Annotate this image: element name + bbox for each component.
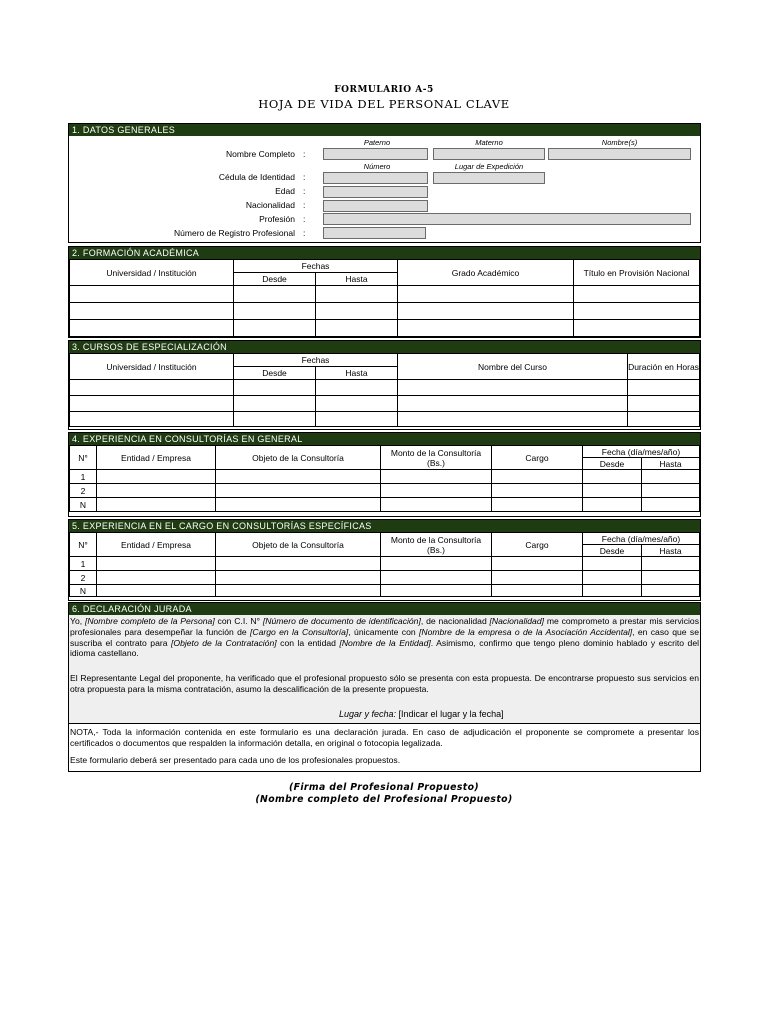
cell[interactable]: [583, 470, 642, 484]
cell[interactable]: [316, 303, 398, 320]
cell[interactable]: [642, 470, 700, 484]
col-hasta: Hasta: [316, 367, 398, 380]
cell[interactable]: [70, 380, 234, 396]
input-edad[interactable]: [323, 186, 428, 198]
text: , de nacionalidad: [420, 616, 490, 626]
cell[interactable]: [583, 585, 642, 597]
cell[interactable]: [316, 380, 398, 396]
col-hasta: Hasta: [316, 273, 398, 286]
row-number: 1: [70, 470, 97, 484]
placeholder-entidad: [Nombre de la Entidad]: [339, 637, 431, 648]
cell[interactable]: [492, 498, 583, 512]
text: me comprometo a prestar mis servicios profesionales para desempeñar la función de: [70, 616, 699, 637]
page-title: HOJA DE VIDA DEL PERSONAL CLAVE: [258, 97, 510, 111]
cell[interactable]: [381, 498, 492, 512]
input-lugar-expedicion[interactable]: [433, 172, 545, 184]
label-registro-profesional: Número de Registro Profesional: [174, 228, 295, 238]
cell[interactable]: [583, 484, 642, 498]
placeholder-cargo: [Cargo en la Consultoría]: [249, 626, 349, 637]
colon: :: [303, 172, 306, 182]
col-n: N°: [70, 533, 97, 557]
cell[interactable]: [628, 380, 700, 396]
section-title: 1. DATOS GENERALES: [69, 124, 700, 136]
section-experiencia-general: [68, 432, 701, 517]
input-nombres[interactable]: [548, 148, 691, 160]
table-row: [70, 470, 700, 484]
cell[interactable]: [216, 585, 381, 597]
colon: :: [303, 149, 306, 159]
placeholder-objeto: [Objeto de la Contratación]: [171, 637, 277, 648]
col-fechas: Fechas: [234, 260, 398, 273]
cell[interactable]: [70, 303, 234, 320]
cell[interactable]: [70, 412, 234, 427]
cell[interactable]: [398, 412, 628, 427]
cell[interactable]: [398, 380, 628, 396]
cell[interactable]: [97, 484, 216, 498]
cell[interactable]: [492, 557, 583, 571]
cell[interactable]: [316, 396, 398, 412]
cell[interactable]: [316, 412, 398, 427]
col-hasta: Hasta: [642, 458, 700, 470]
experiencia-general-table: [69, 445, 700, 512]
cell[interactable]: [583, 557, 642, 571]
row-number: 1: [70, 557, 97, 571]
col-desde: Desde: [234, 367, 316, 380]
cell[interactable]: [628, 412, 700, 427]
cell[interactable]: [628, 396, 700, 412]
cursos-table: [69, 353, 700, 427]
cell[interactable]: [398, 286, 574, 303]
section-formacion-academica: [68, 246, 701, 338]
cell[interactable]: [216, 557, 381, 571]
nota-text-2: Este formulario deberá ser presentado para cada uno de los profesionales propuestos.: [70, 755, 401, 765]
cell[interactable]: [216, 571, 381, 585]
table-row: [70, 484, 700, 498]
cell[interactable]: [234, 380, 316, 396]
input-cedula-numero[interactable]: [323, 172, 428, 184]
cell[interactable]: [97, 585, 216, 597]
label-cedula: Cédula de Identidad: [218, 172, 295, 182]
cell[interactable]: [216, 484, 381, 498]
cell[interactable]: [97, 571, 216, 585]
cell[interactable]: [234, 303, 316, 320]
table-row: [70, 320, 700, 337]
cell[interactable]: [574, 286, 700, 303]
col-grado-academico: Grado Académico: [398, 260, 574, 286]
input-profesion[interactable]: [323, 213, 691, 225]
label-profesion: Profesión: [259, 214, 295, 224]
cell[interactable]: [381, 470, 492, 484]
colon: :: [303, 200, 306, 210]
col-fecha: Fecha (día/mes/año): [583, 533, 700, 545]
placeholder-empresa: [Nombre de la empresa o de la Asociación Accidental]: [418, 626, 633, 637]
cell[interactable]: [216, 470, 381, 484]
col-cargo: Cargo: [492, 533, 583, 557]
cell[interactable]: [583, 498, 642, 512]
col-objeto: Objeto de la Consultoría: [216, 446, 381, 470]
cell[interactable]: [642, 498, 700, 512]
label-nacionalidad: Nacionalidad: [245, 200, 295, 210]
cell[interactable]: [574, 303, 700, 320]
cell[interactable]: [642, 484, 700, 498]
experiencia-especifica-table: [69, 532, 700, 597]
col-hasta: Hasta: [642, 545, 700, 557]
col-n: N°: [70, 446, 97, 470]
declaration-paragraph-2: El Representante Legal del proponente, ha verificado que el profesional propuesto sólo se presenta con esta propuesta. De encontrarse propuesto sus servicios en otra propuesta para la misma contratación, asumo la descalificación de la presente propuesta.: [70, 673, 699, 694]
signature-name-line: (Nombre completo del Profesional Propuesto): [255, 794, 513, 805]
sub-label-numero: Número: [363, 162, 391, 171]
cell[interactable]: [492, 585, 583, 597]
label-nombre-completo: Nombre Completo: [226, 149, 295, 159]
input-nacionalidad[interactable]: [323, 200, 428, 212]
section-title: 5. EXPERIENCIA EN EL CARGO EN CONSULTORÍAS ESPECÍFICAS: [69, 520, 700, 532]
col-desde: Desde: [583, 458, 642, 470]
cell[interactable]: [97, 498, 216, 512]
placeholder-nacionalidad: [Nacionalidad]: [489, 616, 545, 626]
place-date: [339, 709, 504, 720]
text: , en caso que se suscriba el contrato para: [70, 626, 699, 648]
cell[interactable]: [492, 571, 583, 585]
table-row: [70, 585, 700, 597]
cell[interactable]: [381, 484, 492, 498]
cell[interactable]: [642, 571, 700, 585]
placeholder-documento: [Número de documento de identificación]: [262, 616, 421, 626]
cell[interactable]: [381, 557, 492, 571]
table-row: [70, 286, 700, 303]
text: con la entidad: [276, 637, 340, 648]
col-entidad: Entidad / Empresa: [97, 446, 216, 470]
formacion-table: [69, 259, 700, 337]
text: Yo,: [70, 616, 85, 626]
sub-label-materno: Materno: [475, 138, 503, 147]
colon: :: [303, 228, 306, 238]
cell[interactable]: [642, 557, 700, 571]
cell[interactable]: [70, 286, 234, 303]
cell[interactable]: [234, 320, 316, 337]
col-monto: Monto de la Consultoría (Bs.): [381, 446, 492, 470]
col-cargo: Cargo: [492, 446, 583, 470]
cell[interactable]: [492, 470, 583, 484]
section-cursos-especializacion: [68, 340, 701, 430]
sub-label-nombres: Nombre(s): [601, 138, 638, 147]
signature-line: (Firma del Profesional Propuesto): [288, 782, 480, 793]
table-row: [70, 412, 700, 427]
section-title: 6. DECLARACIÓN JURADA: [69, 603, 700, 615]
col-fechas: Fechas: [234, 354, 398, 367]
table-row: [70, 571, 700, 585]
col-monto: Monto de la Consultoría (Bs.): [381, 533, 492, 557]
sub-label-lugar-expedicion: Lugar de Expedición: [454, 162, 524, 171]
cell[interactable]: [97, 557, 216, 571]
col-duracion-horas: Duración en Horas: [628, 354, 700, 380]
colon: :: [303, 186, 306, 196]
cell[interactable]: [216, 498, 381, 512]
cell[interactable]: [316, 286, 398, 303]
cell[interactable]: [492, 484, 583, 498]
placeholder-nombre: [Nombre completo de la Persona]: [84, 616, 215, 626]
cell[interactable]: [574, 320, 700, 337]
input-paterno[interactable]: [323, 148, 428, 160]
place-date-label: Lugar y fecha:: [339, 709, 397, 719]
input-registro-profesional[interactable]: [323, 227, 426, 239]
colon: :: [303, 214, 306, 224]
cell[interactable]: [398, 396, 628, 412]
sub-label-paterno: Paterno: [363, 138, 391, 147]
col-desde: Desde: [234, 273, 316, 286]
cell[interactable]: [398, 303, 574, 320]
cell[interactable]: [234, 396, 316, 412]
table-row: [70, 396, 700, 412]
cell[interactable]: [234, 412, 316, 427]
cell[interactable]: [234, 286, 316, 303]
col-titulo-provision: Título en Provisión Nacional: [574, 260, 700, 286]
cell[interactable]: [70, 320, 234, 337]
cell[interactable]: [70, 396, 234, 412]
cell[interactable]: [398, 320, 574, 337]
row-number: 2: [70, 484, 97, 498]
col-nombre-curso: Nombre del Curso: [398, 354, 628, 380]
cell[interactable]: [381, 585, 492, 597]
table-row: [70, 303, 700, 320]
cell[interactable]: [97, 470, 216, 484]
place-date-value[interactable]: [Indicar el lugar y la fecha]: [396, 709, 504, 719]
table-row: [70, 498, 700, 512]
row-number: N: [70, 498, 97, 512]
input-materno[interactable]: [433, 148, 545, 160]
section-title: 3. CURSOS DE ESPECIALIZACIÓN: [69, 341, 700, 353]
col-fecha: Fecha (día/mes/año): [583, 446, 700, 458]
nota-text: NOTA,- Toda la información contenida en este formulario es una declaración jurada. En caso de adjudicación el proponente se compromete a presentar los certificados o documentos que respalden la información detalla, en original o fotocopia legalizada.: [70, 727, 699, 748]
section-title: 2. FORMACIÓN ACADÉMICA: [69, 247, 700, 259]
row-number: N: [70, 585, 97, 597]
cell[interactable]: [316, 320, 398, 337]
section-title: 4. EXPERIENCIA EN CONSULTORÍAS EN GENERAL: [69, 433, 700, 445]
declaration-paragraph: [70, 616, 699, 659]
table-row: [70, 380, 700, 396]
row-number: 2: [70, 571, 97, 585]
col-objeto: Objeto de la Consultoría: [216, 533, 381, 557]
cell[interactable]: [381, 571, 492, 585]
text: , únicamente con: [348, 626, 419, 637]
text: . Asimismo, confirmo que tengo pleno dominio hablado y escrito del idioma castellano.: [70, 637, 700, 659]
nota-box: [68, 723, 701, 772]
cell[interactable]: [642, 585, 700, 597]
col-universidad: Universidad / Institución: [70, 354, 234, 380]
label-edad: Edad: [275, 186, 295, 196]
col-desde: Desde: [583, 545, 642, 557]
col-entidad: Entidad / Empresa: [97, 533, 216, 557]
cell[interactable]: [583, 571, 642, 585]
table-row: [70, 557, 700, 571]
section-experiencia-especifica: [68, 519, 701, 601]
form-code: FORMULARIO A-5: [334, 85, 434, 95]
text: con C.I. N°: [214, 616, 263, 626]
col-universidad: Universidad / Institución: [70, 260, 234, 286]
